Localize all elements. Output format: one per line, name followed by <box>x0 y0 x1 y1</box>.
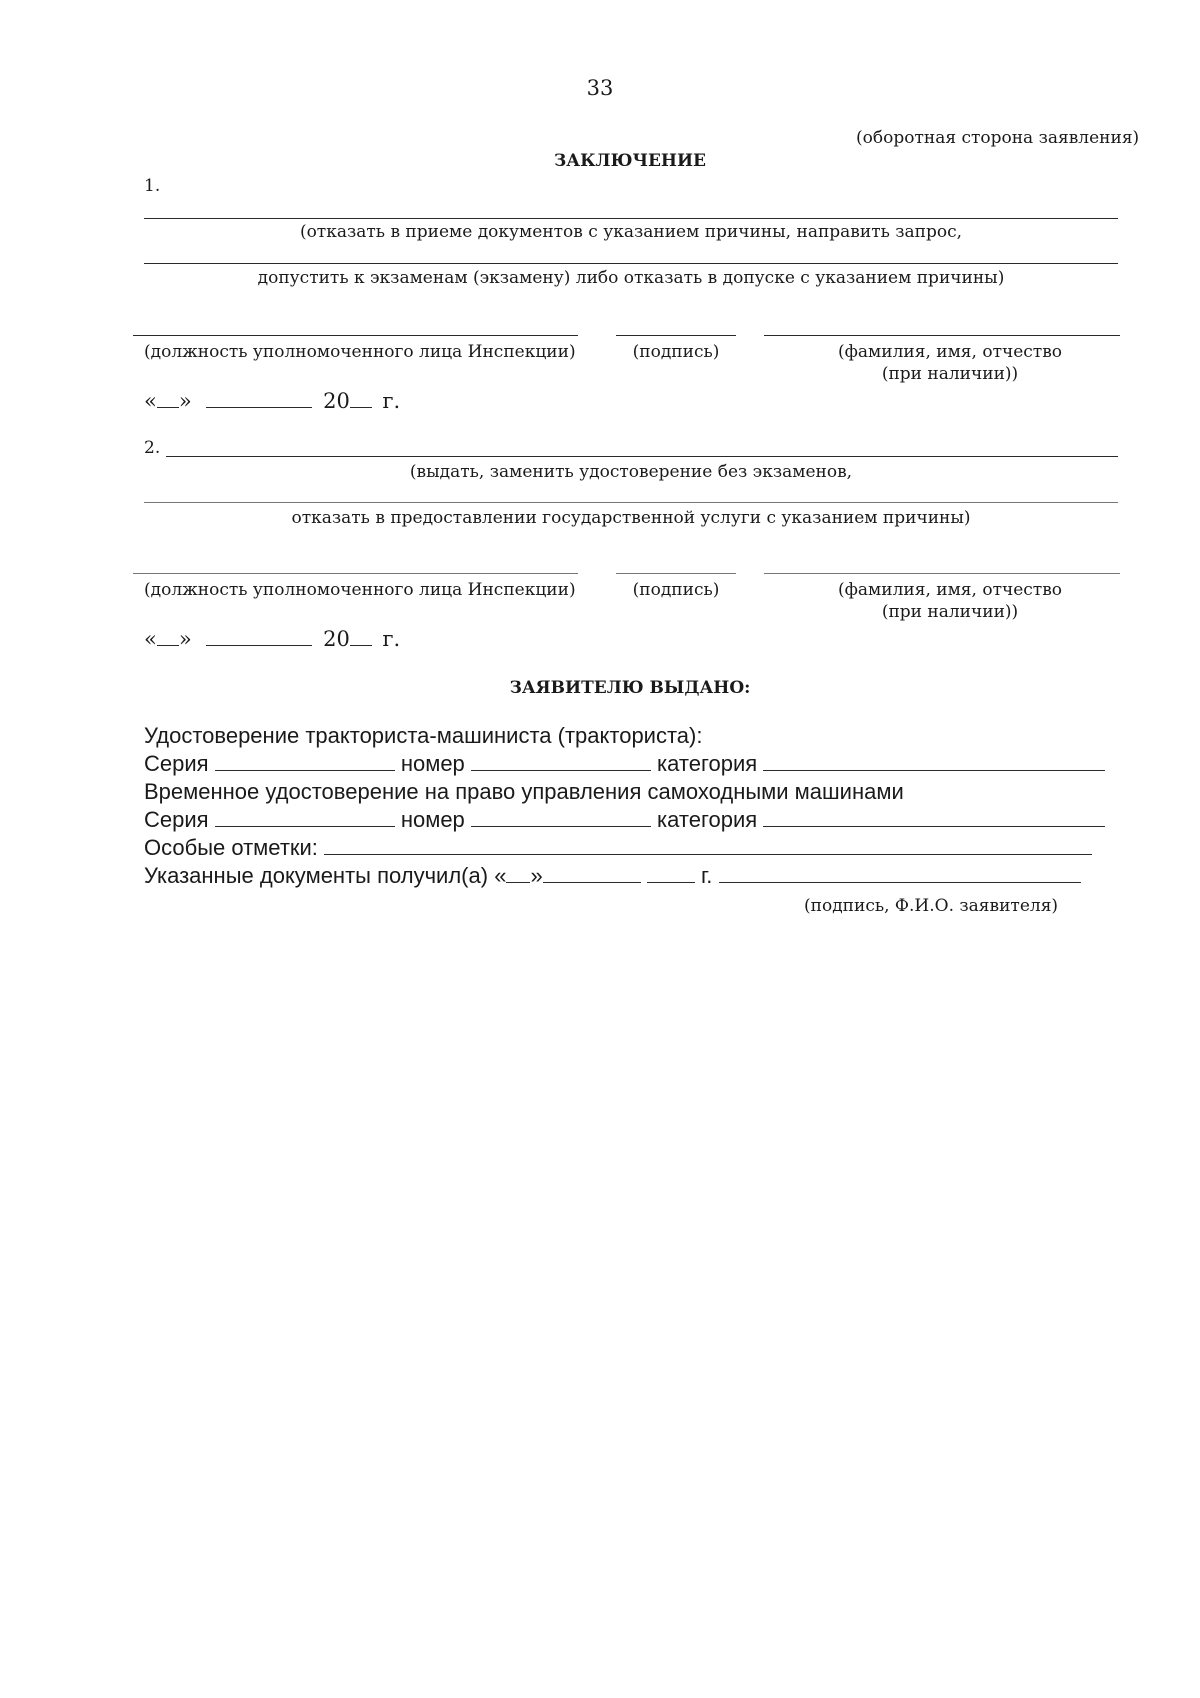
item2-hint-line1: (выдать, заменить удостоверение без экзаменов, <box>409 462 853 482</box>
item2-date <box>144 627 400 651</box>
item2-position-label: (должность уполномоченного лица Инспекции) <box>144 580 576 600</box>
issued-heading: ЗАЯВИТЕЛЮ ВЫДАНО: <box>509 678 751 698</box>
number-label: номер <box>400 807 465 832</box>
received-row <box>144 863 1081 889</box>
license-title: Удостоверение тракториста-машиниста (тракториста): <box>144 723 703 748</box>
item2-name-label-2: (при наличии)) <box>881 602 1019 622</box>
conclusion-heading: ЗАКЛЮЧЕНИЕ <box>553 151 707 171</box>
date-quote-open: « <box>494 863 507 888</box>
received-year-field[interactable] <box>647 864 695 883</box>
item2-month-field[interactable] <box>206 627 312 646</box>
item1-signature-line[interactable] <box>616 335 736 336</box>
date-quote-open: « <box>144 627 157 651</box>
item1-month-field[interactable] <box>206 389 312 408</box>
item1-year-field[interactable] <box>350 389 372 408</box>
item2-text-line1[interactable] <box>166 456 1118 457</box>
item1-hint-line2: допустить к экзаменам (экзамену) либо отказать в допуске с указанием причины) <box>257 268 1005 288</box>
item1-number: 1. <box>144 176 161 196</box>
category-label: категория <box>657 751 758 776</box>
series-label: Серия <box>144 751 209 776</box>
date-quote-close: » <box>178 389 192 413</box>
notes-row <box>144 835 1092 861</box>
temp-license-title: Временное удостоверение на право управления самоходными машинами <box>144 779 904 804</box>
notes-field[interactable] <box>324 836 1092 855</box>
item2-number: 2. <box>144 438 161 458</box>
item2-day-field[interactable] <box>157 627 179 646</box>
reverse-side-note: (оборотная сторона заявления) <box>856 128 1140 148</box>
license-row <box>144 751 1105 777</box>
item1-name-label-1: (фамилия, имя, отчество <box>837 342 1063 362</box>
date-quote-close: » <box>530 863 543 888</box>
item1-date <box>144 389 400 413</box>
category-label: категория <box>657 807 758 832</box>
item1-position-label: (должность уполномоченного лица Инспекции) <box>144 342 576 362</box>
received-label: Указанные документы получил(а) <box>144 863 489 888</box>
category-field[interactable] <box>763 752 1105 771</box>
date-quote-open: « <box>144 389 157 413</box>
received-signature-field[interactable] <box>719 864 1081 883</box>
received-year-suffix: г. <box>700 863 713 888</box>
item1-position-line[interactable] <box>133 335 578 336</box>
item1-name-label-2: (при наличии)) <box>881 364 1019 384</box>
series-field[interactable] <box>215 752 395 771</box>
item2-text-line2[interactable] <box>144 502 1118 503</box>
item2-signature-label: (подпись) <box>632 580 720 600</box>
temp-number-field[interactable] <box>471 808 651 827</box>
item1-name-line[interactable] <box>764 335 1120 336</box>
item1-signature-label: (подпись) <box>632 342 720 362</box>
item2-year-field[interactable] <box>350 627 372 646</box>
temp-series-field[interactable] <box>215 808 395 827</box>
number-label: номер <box>400 751 465 776</box>
item2-name-label-1: (фамилия, имя, отчество <box>837 580 1063 600</box>
item2-hint-line2: отказать в предоставлении государственной услуги с указанием причины) <box>291 508 971 528</box>
received-day-field[interactable] <box>506 864 530 883</box>
item1-year-suffix: г. <box>382 389 401 413</box>
number-field[interactable] <box>471 752 651 771</box>
series-label: Серия <box>144 807 209 832</box>
item1-text-line1[interactable] <box>144 218 1118 219</box>
temp-category-field[interactable] <box>763 808 1105 827</box>
temp-license-row <box>144 807 1105 833</box>
item2-year-prefix: 20 <box>323 627 350 651</box>
item2-name-line[interactable] <box>764 573 1120 574</box>
item1-hint-line1: (отказать в приеме документов с указанием причины, направить запрос, <box>299 222 963 242</box>
item1-year-prefix: 20 <box>323 389 350 413</box>
item2-year-suffix: г. <box>382 627 401 651</box>
item2-signature-line[interactable] <box>616 573 736 574</box>
item2-position-line[interactable] <box>133 573 578 574</box>
received-month-field[interactable] <box>543 864 641 883</box>
item1-day-field[interactable] <box>157 389 179 408</box>
item1-text-line2[interactable] <box>144 263 1118 264</box>
notes-label: Особые отметки: <box>144 835 318 860</box>
date-quote-close: » <box>178 627 192 651</box>
page-number: 33 <box>586 76 614 100</box>
received-signature-hint: (подпись, Ф.И.О. заявителя) <box>804 896 1059 916</box>
